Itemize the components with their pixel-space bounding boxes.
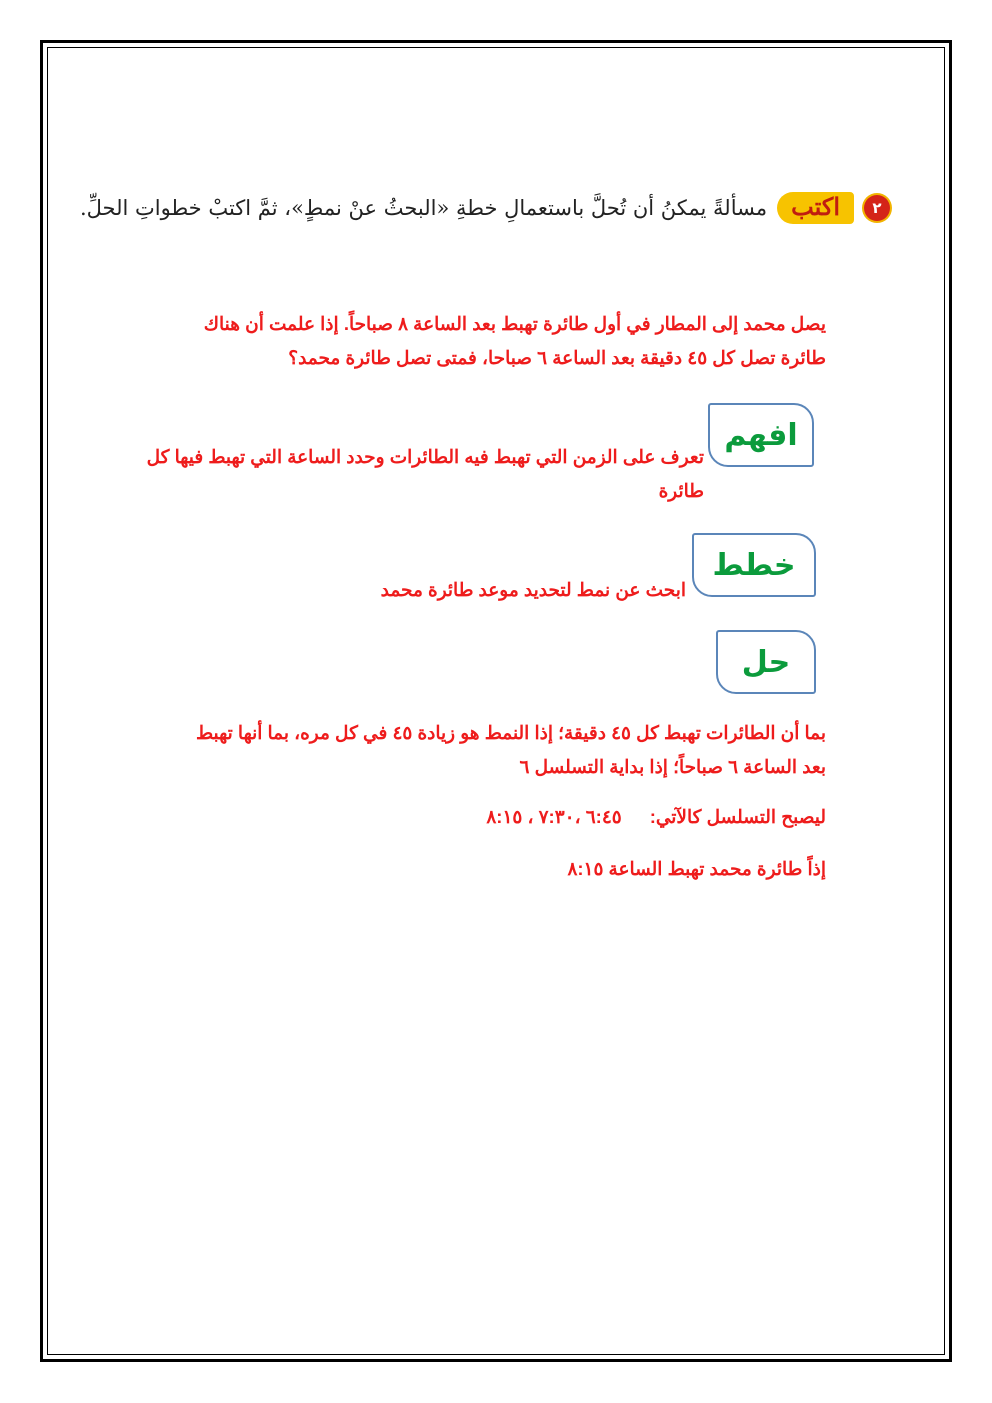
write-label: اكتب [777,192,854,224]
writing-prompt [80,188,890,228]
understand-text [64,440,704,508]
page-border-inner [47,47,945,1355]
prompt-text: مسألةً يمكنُ أن تُحلَّ باستعمالِ خطةِ «البحثُ عنْ نمطٍ»، ثمَّ اكتبْ خطواتِ الحلِّ. [79,196,768,220]
plan-label-box [692,533,816,597]
understand-line-2: طائرة [658,480,704,501]
conclusion-line: إذاً طائرة محمد تهبط الساعة ٨:١٥ [567,858,826,879]
problem-line-1: يصل محمد إلى المطار في أول طائرة تهبط بعد الساعة ٨ صباحاً. إذا علمت أن هناك [203,313,826,334]
plan-label: خطط [712,547,796,583]
sequence-intro: ليصبح التسلسل كالآتي: [649,806,826,827]
sequence-row [366,800,826,834]
conclusion [366,852,826,886]
problem-line-2: طائرة تصل كل ٤٥ دقيقة بعد الساعة ٦ صباحا، فمتى تصل طائرة محمد؟ [288,347,826,368]
understand-label: افهم [724,417,798,453]
solve-label-box [716,630,816,694]
plan-line: ابحث عن نمط لتحديد موعد طائرة محمد [380,579,686,600]
solve-text [96,716,826,784]
question-number-badge: ٢ [864,195,890,221]
sequence-values: ٦:٤٥ ،٧:٣٠ ، ٨:١٥ [486,806,622,827]
problem-statement [106,307,826,375]
understand-label-box [708,403,814,467]
solve-line-2: بعد الساعة ٦ صباحاً؛ إذا بداية التسلسل ٦ [519,756,826,777]
understand-line-1: تعرف على الزمن التي تهبط فيه الطائرات وحدد الساعة التي تهبط فيها كل [146,446,704,467]
solve-label: حل [741,644,791,680]
solve-line-1: بما أن الطائرات تهبط كل ٤٥ دقيقة؛ إذا النمط هو زيادة ٤٥ في كل مره، بما أنها تهبط [195,722,826,743]
plan-text [286,573,686,607]
